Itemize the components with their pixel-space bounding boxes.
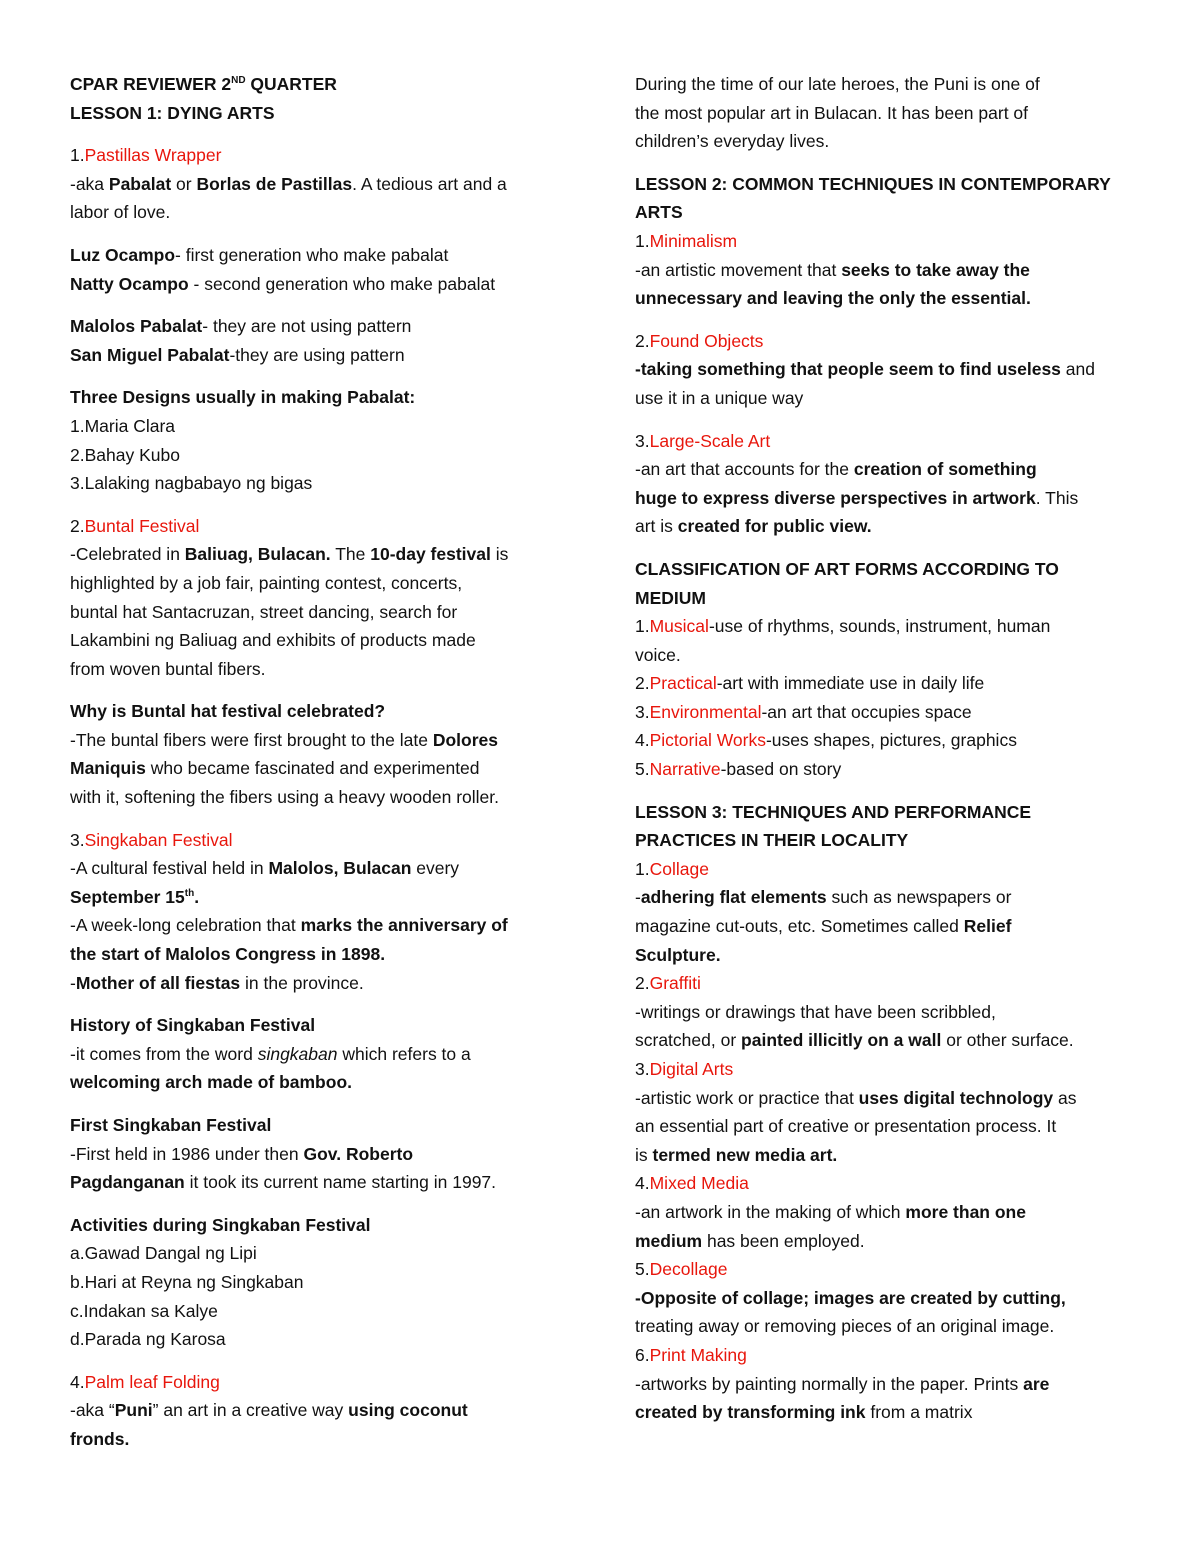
item-heading: Decollage	[649, 1259, 728, 1280]
text-run: labor of love.	[70, 202, 171, 223]
text-run: created for public view.	[677, 516, 872, 537]
text-run: b.Hari at Reyna ng Singkaban	[70, 1271, 304, 1292]
item-heading: Mixed Media	[649, 1173, 749, 1194]
text-run: creation of something	[853, 459, 1037, 480]
text-run: CPAR REVIEWER 2	[70, 74, 232, 94]
text-run: scratched, or	[635, 1030, 742, 1051]
item-heading: Collage	[649, 858, 709, 879]
text-run: -uses shapes, pictures, graphics	[765, 730, 1017, 751]
text-run: .	[194, 886, 200, 907]
item-heading: Environmental	[649, 701, 762, 722]
text-line	[635, 1370, 1135, 1399]
text-run: which refers to a	[337, 1043, 471, 1064]
text-run: -artworks by painting normally in the paper. Prints	[635, 1373, 1024, 1394]
text-line	[70, 141, 580, 170]
text-line	[635, 855, 1135, 884]
text-line	[635, 455, 1135, 484]
text-run: using coconut	[348, 1400, 468, 1421]
text-run: or other surface.	[941, 1030, 1074, 1051]
text-run: -A cultural festival held in	[70, 858, 269, 879]
text-line	[70, 1425, 580, 1454]
text-line	[635, 612, 1135, 641]
text-line	[635, 1341, 1135, 1370]
text-line	[70, 1368, 580, 1397]
text-line	[635, 1312, 1135, 1341]
text-run: Puni	[114, 1400, 153, 1421]
text-run: medium	[635, 1230, 703, 1251]
paragraph	[635, 798, 1135, 1427]
text-run: Three Designs usually in making Pabalat:	[70, 387, 416, 408]
text-run: -Celebrated in	[70, 544, 185, 565]
text-run: singkaban	[257, 1043, 338, 1064]
text-run: seeks to take away the	[841, 259, 1030, 280]
text-run: welcoming arch made of bamboo.	[70, 1072, 352, 1093]
text-run: PRACTICES IN THEIR LOCALITY	[635, 830, 909, 851]
text-line	[635, 1141, 1135, 1170]
text-line	[635, 1084, 1135, 1113]
text-line	[635, 1055, 1135, 1084]
item-heading: Found Objects	[649, 330, 764, 351]
text-run: th	[184, 887, 195, 899]
text-line	[70, 312, 580, 341]
text-run: the start of Malolos Congress in 1898.	[70, 944, 386, 965]
text-run: unnecessary and leaving the only the essential.	[635, 288, 1031, 309]
text-line	[70, 940, 580, 969]
text-line	[635, 698, 1135, 727]
text-run: Dolores	[432, 729, 498, 750]
text-run: San Miguel Pabalat	[70, 344, 230, 365]
text-line	[635, 427, 1135, 456]
paragraph	[70, 70, 580, 127]
text-run: -an artwork in the making of which	[635, 1201, 906, 1222]
paragraph	[70, 1368, 580, 1454]
text-run: 1.	[635, 616, 650, 637]
text-run: 1.	[635, 230, 650, 251]
text-run: art is	[635, 516, 678, 537]
text-run: 4.	[635, 730, 650, 751]
text-line	[635, 484, 1135, 513]
text-run: Activities during Singkaban Festival	[70, 1214, 371, 1235]
text-line	[70, 1396, 580, 1425]
text-line	[70, 1211, 580, 1240]
text-line	[635, 755, 1135, 784]
text-line	[635, 227, 1135, 256]
text-run: is	[490, 544, 509, 565]
text-run: and	[1060, 359, 1095, 380]
text-run: from a matrix	[865, 1402, 973, 1423]
text-run: is	[635, 1144, 653, 1165]
text-line	[635, 99, 1135, 128]
text-line	[70, 241, 580, 270]
text-line	[635, 127, 1135, 156]
text-run: -based on story	[720, 759, 842, 780]
text-run: QUARTER	[245, 74, 337, 94]
text-run: LESSON 1: DYING ARTS	[70, 102, 275, 123]
item-heading: Palm leaf Folding	[84, 1371, 220, 1392]
paragraph	[70, 1211, 580, 1354]
text-run: c.Indakan sa Kalye	[70, 1300, 218, 1321]
text-line	[635, 384, 1135, 413]
text-line	[70, 1040, 580, 1069]
text-run: Malolos Pabalat	[70, 316, 203, 337]
text-line	[635, 941, 1135, 970]
text-run: Why is Buntal hat festival celebrated?	[70, 701, 386, 722]
item-heading: Narrative	[649, 759, 721, 780]
paragraph	[635, 70, 1135, 156]
text-run: it took its current name starting in 1997.	[184, 1172, 497, 1193]
text-run: Baliuag, Bulacan.	[184, 544, 331, 565]
paragraph	[635, 327, 1135, 413]
text-line	[70, 1068, 580, 1097]
text-run: -artistic work or practice that	[635, 1087, 859, 1108]
text-line	[70, 170, 580, 199]
text-run: use it in a unique way	[635, 387, 804, 408]
text-run: 3.	[70, 829, 85, 850]
text-run: uses digital technology	[858, 1087, 1054, 1108]
text-run: 4.	[70, 1371, 85, 1392]
text-line	[70, 969, 580, 998]
text-run: MEDIUM	[635, 587, 706, 608]
text-line	[70, 70, 580, 99]
item-heading: Practical	[649, 673, 717, 694]
text-run: Borlas de Pastillas	[196, 173, 353, 194]
text-line	[635, 1198, 1135, 1227]
paragraph	[70, 1111, 580, 1197]
text-line	[635, 826, 1135, 855]
text-run: more than one	[905, 1201, 1026, 1222]
text-line	[70, 1325, 580, 1354]
text-line	[635, 883, 1135, 912]
text-run: voice.	[635, 644, 681, 665]
text-run: huge to express diverse perspectives in artwork	[635, 487, 1036, 508]
text-run: -	[70, 972, 76, 993]
text-run: 2.Bahay Kubo	[70, 444, 180, 465]
text-run: with it, softening the fibers using a heavy wooden roller.	[70, 787, 499, 808]
text-run: buntal hat Santacruzan, street dancing, search for	[70, 601, 458, 622]
text-line	[70, 412, 580, 441]
text-run: 2.	[70, 515, 85, 536]
text-line	[70, 826, 580, 855]
text-run: -aka	[70, 173, 109, 194]
text-line	[635, 1255, 1135, 1284]
text-run: Natty Ocampo	[70, 273, 189, 294]
text-line	[635, 641, 1135, 670]
text-line	[635, 327, 1135, 356]
text-run: LESSON 2: COMMON TECHNIQUES IN CONTEMPORARY	[635, 173, 1111, 194]
paragraph	[70, 697, 580, 811]
text-line	[70, 1168, 580, 1197]
text-line	[635, 198, 1135, 227]
text-line	[635, 1284, 1135, 1313]
text-line	[635, 1398, 1135, 1427]
text-run: are	[1023, 1373, 1050, 1394]
text-run: -an art that accounts for the	[635, 459, 854, 480]
text-run: -	[635, 887, 641, 908]
text-line	[635, 1227, 1135, 1256]
text-line	[70, 469, 580, 498]
text-line	[70, 198, 580, 227]
text-line	[635, 355, 1135, 384]
text-line	[70, 1239, 580, 1268]
text-line	[70, 883, 580, 912]
text-line	[70, 1140, 580, 1169]
text-line	[635, 256, 1135, 285]
text-run: from woven buntal fibers.	[70, 658, 266, 679]
text-run: - first generation who make pabalat	[175, 244, 449, 265]
text-run: -art with immediate use in daily life	[716, 673, 985, 694]
text-line	[70, 540, 580, 569]
text-run: 5.	[635, 1259, 650, 1280]
text-run: adhering flat elements	[640, 887, 827, 908]
text-run: -use of rhythms, sounds, instrument, human	[708, 616, 1051, 637]
text-run: The	[330, 544, 371, 565]
text-run: 6.	[635, 1344, 650, 1365]
text-line	[70, 270, 580, 299]
text-run: -The buntal fibers were first brought to the late	[70, 729, 433, 750]
text-run: 1.Maria Clara	[70, 415, 176, 436]
text-line	[70, 697, 580, 726]
text-line	[70, 341, 580, 370]
text-line	[635, 669, 1135, 698]
text-run: Relief	[963, 916, 1012, 937]
paragraph	[635, 170, 1135, 313]
text-line	[635, 1112, 1135, 1141]
text-line	[70, 1011, 580, 1040]
text-line	[635, 70, 1135, 99]
text-run: Maniquis	[70, 758, 146, 779]
paragraph	[70, 241, 580, 298]
text-line	[635, 798, 1135, 827]
text-run: children’s everyday lives.	[635, 131, 830, 152]
text-run: . This	[1035, 487, 1079, 508]
text-run: Mother of all fiestas	[75, 972, 241, 993]
text-line	[635, 1169, 1135, 1198]
left-column	[70, 70, 580, 1468]
text-run: 3.	[635, 430, 650, 451]
text-run: Gov. Roberto	[303, 1143, 414, 1164]
item-heading: Print Making	[649, 1344, 747, 1365]
text-run: September 15	[70, 886, 185, 907]
text-run: fronds.	[70, 1428, 130, 1449]
text-run: LESSON 3: TECHNIQUES AND PERFORMANCE	[635, 801, 1032, 822]
text-line	[70, 911, 580, 940]
text-run: as	[1053, 1087, 1077, 1108]
text-run: 2.	[635, 973, 650, 994]
text-run: -taking something that people seem to find useless	[635, 359, 1061, 380]
text-run: . A tedious art and a	[352, 173, 507, 194]
text-run: magazine cut-outs, etc. Sometimes called	[635, 916, 964, 937]
text-run: 3.	[635, 1059, 650, 1079]
text-line	[70, 569, 580, 598]
text-run: Luz Ocampo	[70, 244, 176, 265]
text-run: 1.	[635, 858, 650, 879]
text-run: Lakambini ng Baliuag and exhibits of products made	[70, 630, 476, 651]
text-run: created by transforming ink	[635, 1402, 866, 1423]
text-line	[635, 284, 1135, 313]
text-line	[635, 555, 1135, 584]
text-line	[70, 1111, 580, 1140]
text-run: such as newspapers or	[826, 887, 1012, 908]
text-run: 3.Lalaking nagbabayo ng bigas	[70, 473, 313, 494]
text-run: Pagdanganan	[70, 1172, 185, 1193]
text-run: -an art that occupies space	[761, 701, 972, 722]
text-run: 2.	[635, 673, 650, 694]
text-line	[70, 726, 580, 755]
text-run: -A week-long celebration that	[70, 915, 301, 936]
text-line	[70, 598, 580, 627]
paragraph	[70, 383, 580, 497]
text-run: Malolos, Bulacan	[268, 858, 412, 879]
text-line	[70, 1297, 580, 1326]
text-run: -aka “	[70, 1400, 115, 1421]
text-line	[635, 584, 1135, 613]
text-run: History of Singkaban Festival	[70, 1015, 316, 1036]
text-run: -First held in 1986 under then	[70, 1143, 304, 1164]
item-heading: Pictorial Works	[649, 730, 766, 751]
text-run: - second generation who make pabalat	[188, 273, 496, 294]
text-line	[635, 170, 1135, 199]
text-line	[635, 998, 1135, 1027]
paragraph	[70, 312, 580, 369]
text-line	[70, 383, 580, 412]
item-heading: Pastillas Wrapper	[84, 145, 222, 166]
paragraph	[70, 512, 580, 684]
text-run: an essential part of creative or presentation process. It	[635, 1116, 1057, 1137]
text-run: termed new media art.	[652, 1144, 838, 1165]
paragraph	[70, 141, 580, 227]
text-line	[70, 1268, 580, 1297]
item-heading: Minimalism	[649, 230, 738, 251]
text-run: Pabalat	[108, 173, 172, 194]
text-run: highlighted by a job fair, painting contest, concerts,	[70, 572, 463, 593]
text-run: - they are not using pattern	[202, 316, 412, 337]
text-line	[70, 854, 580, 883]
right-column	[635, 70, 1135, 1441]
text-line	[70, 512, 580, 541]
text-line	[635, 912, 1135, 941]
text-run: the most popular art in Bulacan. It has been part of	[635, 102, 1029, 123]
text-line	[70, 754, 580, 783]
text-run: 1.	[70, 145, 85, 166]
text-line	[635, 726, 1135, 755]
text-line	[70, 626, 580, 655]
text-run: First Singkaban Festival	[70, 1115, 272, 1135]
paragraph	[70, 1011, 580, 1097]
text-line	[70, 783, 580, 812]
text-run: Sculpture.	[635, 944, 721, 965]
text-run: painted illicitly on a wall	[741, 1030, 942, 1051]
paragraph	[635, 427, 1135, 541]
text-run: in the province.	[240, 972, 364, 993]
paragraph	[635, 555, 1135, 784]
paragraph	[70, 826, 580, 998]
text-run: a.Gawad Dangal ng Lipi	[70, 1243, 257, 1264]
item-heading: Musical	[649, 616, 709, 637]
text-run: -an artistic movement that	[635, 259, 842, 280]
text-run: 10-day festival	[370, 544, 491, 565]
text-run: ” an art in a creative way	[152, 1400, 349, 1421]
item-heading: Singkaban Festival	[84, 829, 233, 850]
text-line	[635, 512, 1135, 541]
text-line	[70, 441, 580, 470]
text-run: d.Parada ng Karosa	[70, 1329, 226, 1350]
text-run: 2.	[635, 330, 650, 351]
item-heading: Large-Scale Art	[649, 430, 771, 451]
item-heading: Digital Arts	[649, 1059, 734, 1079]
text-run: every	[411, 858, 460, 879]
text-run: who became fascinated and experimented	[145, 758, 480, 779]
text-run: has been employed.	[702, 1230, 865, 1251]
text-line	[70, 655, 580, 684]
text-run: CLASSIFICATION OF ART FORMS ACCORDING TO	[635, 558, 1059, 579]
text-run: 5.	[635, 759, 650, 780]
text-run: -writings or drawings that have been scribbled,	[635, 1001, 996, 1022]
text-run: treating away or removing pieces of an original image.	[635, 1316, 1055, 1337]
text-line	[635, 1026, 1135, 1055]
text-run: -they are using pattern	[229, 344, 405, 365]
text-run: or	[171, 173, 197, 194]
item-heading: Graffiti	[649, 973, 701, 994]
text-run: 3.	[635, 701, 650, 722]
text-run: -it comes from the word	[70, 1043, 258, 1064]
text-run: ND	[231, 75, 246, 86]
text-line	[70, 99, 580, 128]
item-heading: Buntal Festival	[84, 515, 200, 536]
text-run: 4.	[635, 1173, 650, 1194]
text-run: During the time of our late heroes, the Puni is one of	[635, 74, 1040, 94]
text-run: marks the anniversary of	[300, 915, 508, 936]
text-run: ARTS	[635, 202, 683, 223]
text-line	[635, 969, 1135, 998]
text-run: -Opposite of collage; images are created by cutting,	[635, 1287, 1066, 1308]
